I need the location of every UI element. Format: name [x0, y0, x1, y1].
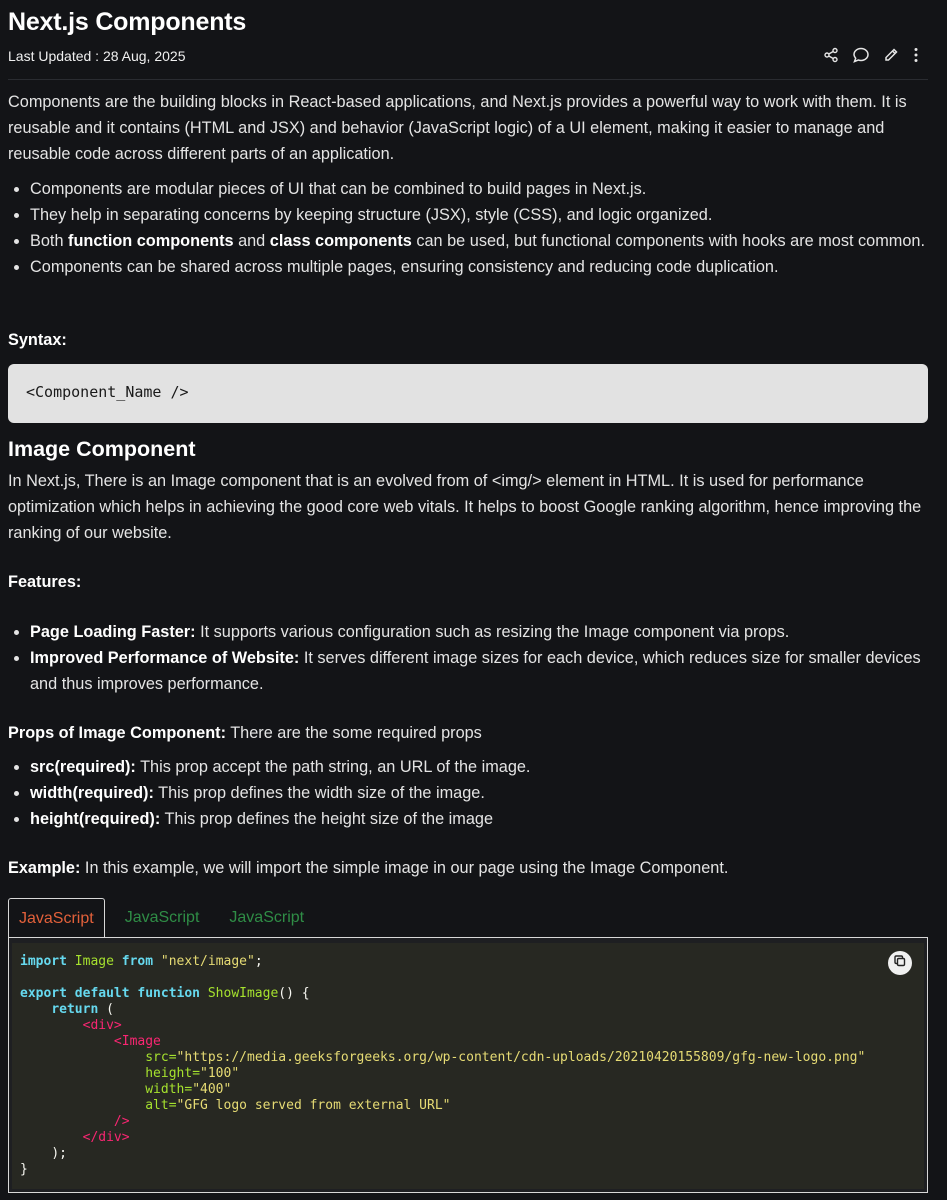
list-item-text: Components are modular pieces of UI that can be combined to build pages in Next.js.: [30, 180, 647, 198]
features-list: [8, 619, 930, 697]
code-token: }: [20, 1162, 28, 1177]
list-item: [30, 754, 930, 780]
share-icon[interactable]: [822, 46, 840, 64]
props-intro: [8, 720, 926, 746]
list-item-text: It serves different image sizes for each device, which reduces size for smaller devices and thus improves performance.: [30, 649, 921, 693]
code-tabs: [8, 898, 324, 938]
props-label-text: There are the some required props: [226, 724, 482, 742]
code-token: (: [98, 1002, 114, 1017]
intro-bullet-list: [8, 176, 930, 280]
list-item: [30, 645, 930, 697]
list-item-text: This prop defines the width size of the image.: [153, 784, 485, 802]
list-item-text: This prop accept the path string, an URL of the image.: [135, 758, 531, 776]
copy-button[interactable]: [888, 951, 912, 975]
code-token: import: [20, 954, 67, 969]
code-token: width=: [145, 1082, 193, 1097]
list-item: [30, 176, 930, 202]
list-item-text: can be used, but functional components with hooks are most common.: [411, 232, 925, 250]
list-item: [30, 619, 930, 645]
code-token: from: [121, 954, 154, 969]
section-heading: Image Component: [8, 437, 196, 461]
code-token: "GFG logo served from external URL": [176, 1098, 451, 1113]
code-token: export default function: [20, 986, 201, 1001]
code-token: alt=: [145, 1098, 177, 1113]
header-divider: [8, 79, 928, 80]
copy-icon: [893, 954, 907, 973]
code-token: );: [51, 1146, 67, 1161]
tab-javascript-1[interactable]: JavaScript: [8, 898, 105, 938]
bold-term: height(required):: [30, 810, 161, 828]
list-item-text: This prop defines the height size of the image: [160, 810, 494, 828]
syntax-label: Syntax:: [8, 331, 67, 349]
list-item-text: and: [233, 232, 270, 250]
tab-javascript-3[interactable]: JavaScript: [229, 909, 305, 926]
code-token: <Image: [113, 1034, 161, 1049]
code-token: src=: [145, 1050, 177, 1065]
code-content: [20, 954, 865, 1178]
list-item: [30, 228, 930, 254]
code-token: />: [113, 1114, 130, 1129]
intro-paragraph: Components are the building blocks in React-based applications, and Next.js provides a powerful way to work with them. It is reusable and it contains (HTML and JSX) and behavior (JavaScript logic) of a UI element, making it easier to manage and reusable code across different parts of an application.: [8, 93, 907, 163]
last-updated: Last Updated : 28 Aug, 2025: [8, 48, 186, 64]
code-token: <div>: [82, 1018, 122, 1033]
bold-term: function components: [68, 232, 234, 250]
props-list: [8, 754, 930, 832]
features-label: Features:: [8, 573, 82, 591]
list-item-text: It supports various configuration such as resizing the Image component via props.: [195, 623, 790, 641]
code-token: "https://media.geeksforgeeks.org/wp-content/cdn-uploads/20210420155809/gfg-new-logo.png": [176, 1050, 866, 1065]
example-text: In this example, we will import the simple image in our page using the Image Component.: [80, 859, 729, 877]
article-actions: [822, 46, 920, 64]
list-item: [30, 202, 930, 228]
code-token: ShowImage: [207, 986, 279, 1001]
code-token: "400": [192, 1082, 232, 1097]
list-item-text: Both: [30, 232, 69, 250]
tab-javascript-2[interactable]: JavaScript: [124, 909, 200, 926]
code-block[interactable]: [12, 943, 924, 1189]
edit-icon[interactable]: [882, 46, 900, 64]
more-icon[interactable]: [912, 46, 920, 64]
list-item: [30, 780, 930, 806]
code-token: ;: [254, 954, 263, 969]
list-item-text: Components can be shared across multiple pages, ensuring consistency and reducing code duplication.: [30, 258, 779, 276]
page-title: Next.js Components: [8, 8, 247, 36]
bold-term: class components: [269, 232, 412, 250]
list-item: [30, 806, 930, 832]
code-token: return: [51, 1002, 99, 1017]
code-token: height=: [145, 1066, 201, 1081]
bold-term: Page Loading Faster:: [30, 623, 196, 641]
example-label: Example:: [8, 859, 81, 877]
code-token: "next/image": [160, 954, 255, 969]
bold-term: src(required):: [30, 758, 136, 776]
code-panel: [8, 937, 928, 1193]
syntax-code: <Component_Name />: [26, 383, 189, 401]
image-paragraph: In Next.js, There is an Image component that is an evolved from of <img/> element in HTML. It is used for performance optimization which helps in achieving the good core web vitals. It helps to boost Google ranking algorithm, hence improving the ranking of our website.: [8, 472, 922, 542]
comment-icon[interactable]: [852, 46, 870, 64]
code-token: () {: [278, 986, 310, 1001]
bold-term: Improved Performance of Website:: [30, 649, 300, 667]
props-label: Props of Image Component:: [8, 724, 226, 742]
list-item: [30, 254, 930, 280]
example-paragraph: [8, 855, 926, 881]
code-token: Image: [74, 954, 114, 969]
bold-term: width(required):: [30, 784, 154, 802]
syntax-code-block: [8, 364, 928, 423]
code-token: </div>: [82, 1130, 130, 1145]
code-token: "100": [200, 1066, 240, 1081]
list-item-text: They help in separating concerns by keeping structure (JSX), style (CSS), and logic organized.: [30, 206, 713, 224]
